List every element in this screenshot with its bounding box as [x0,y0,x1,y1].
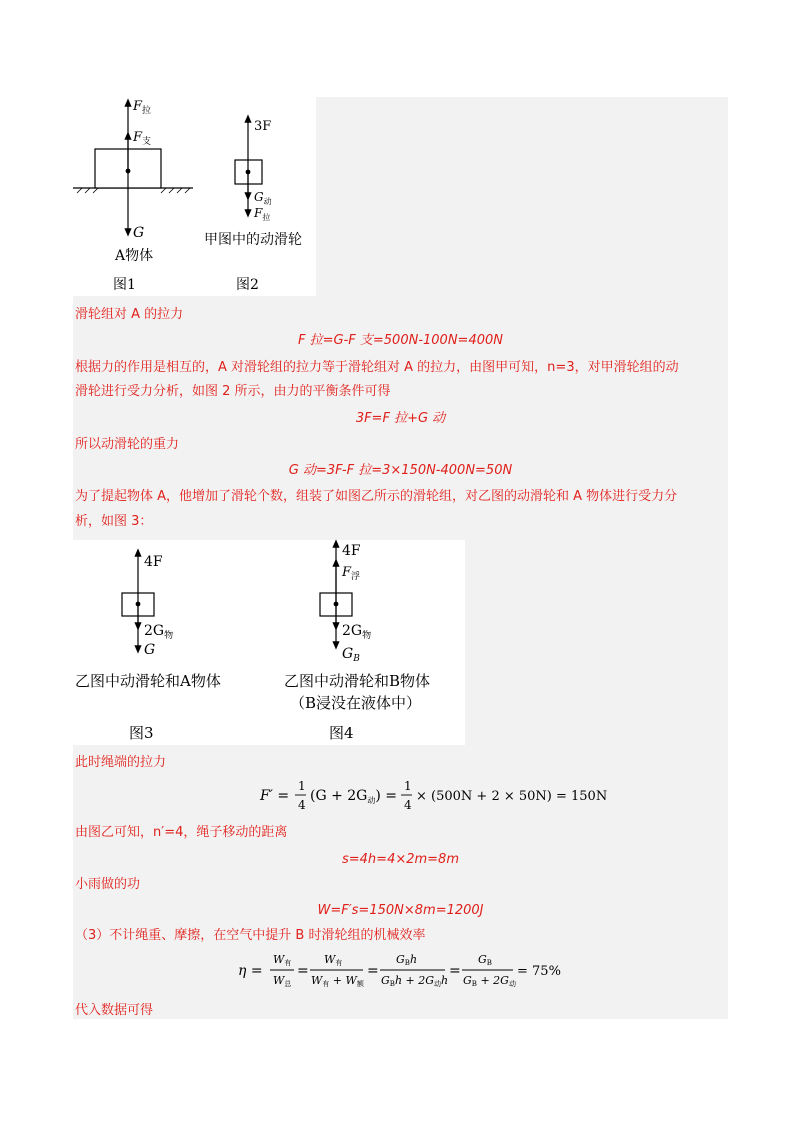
svg-text:4: 4 [404,798,412,812]
text-line-6: 所以动滑轮的重力 [75,437,180,452]
f-zhi-label: $F_支$ [133,130,152,147]
text-line-5: 3F=F 拉+G 动 [355,411,446,426]
svg-text:=: = [449,963,461,979]
svg-text:W有: W有 [324,953,343,967]
text-line-15: （3）不计绳重、摩擦，在空气中提升 B 时滑轮组的机械效率 [75,928,426,943]
equation-efficiency [238,948,568,992]
three-f-label: 3F [254,119,272,134]
svg-text:W总: W总 [273,974,292,988]
fig4-label: 乙图中动滑轮和B物体 [284,672,431,690]
svg-text:F′ =: F′ = [260,788,290,804]
fig3-caption: 图3 [129,724,154,742]
f-fu-label: $F_浮$ [342,565,361,582]
svg-text:GB + 2G动: GB + 2G动 [463,974,516,988]
pulley-label: 甲图中的动滑轮 [204,232,302,248]
figure-3-4 [73,540,465,745]
text-line-16: 代入数据可得 [75,1003,154,1018]
svg-text:GB: GB [478,953,492,967]
text-line-9: 析，如图 3： [75,514,153,529]
svg-text:GBh: GBh [396,953,418,967]
text-line-8: 为了提起物体 A，他增加了滑轮个数，组装了如图乙所示的滑轮组，对乙图的动滑轮和 A 物体进行受力分 [75,489,678,504]
g-a-label: G [144,642,156,658]
svg-text:=: = [367,963,379,979]
g-dong-label: $G_动$ [254,190,272,206]
fig2-caption: 图2 [236,277,259,293]
svg-text:W有: W有 [273,953,292,967]
text-line-14: W=F′s=150N×8m=1200J [317,903,484,918]
fig3-label: 乙图中动滑轮和A物体 [75,672,221,690]
text-line-7: G 动=3F-F 拉=3×150N-400N=50N [288,463,513,478]
text-line-11: 由图乙可知，n′=4，绳子移动的距离 [75,825,288,840]
text-line-13: 小雨做的功 [75,877,141,892]
two-g-wu-label: $2G_物$ [144,623,174,641]
svg-text:GBh + 2G动h: GBh + 2G动h [381,974,449,988]
object-a-label: A物体 [115,248,154,264]
figure-1-2 [73,97,316,296]
g-b-label: $G_B$ [342,646,360,664]
text-line-10: 此时绳端的拉力 [75,755,167,770]
svg-text:=: = [297,963,309,979]
f-la-label: $F_拉$ [133,99,152,116]
svg-text:× (500N + 2 × 50N) = 150N: × (500N + 2 × 50N) = 150N [416,789,608,804]
svg-text:4: 4 [298,798,306,812]
text-line-4: 滑轮进行受力分析，如图 2 所示，由力的平衡条件可得 [75,384,391,399]
g-label: G [133,225,145,241]
equation-tension [260,776,608,816]
fig4-label-b: （B浸没在液体中） [290,694,422,712]
svg-text:= 75%: = 75% [517,964,561,979]
text-line-1: 滑轮组对 A 的拉力 [75,307,184,322]
fig1-caption: 图1 [113,277,136,293]
text-line-2: F 拉=G-F 支=500N-100N=400N [298,333,503,348]
svg-text:1: 1 [404,779,412,793]
four-f-b-label: 4F [342,543,361,559]
f-la2-label: $F_拉$ [254,206,271,222]
svg-text:1: 1 [298,779,306,793]
fig4-caption: 图4 [329,724,354,742]
svg-text:η =: η = [238,963,263,979]
text-line-12: s=4h=4×2m=8m [342,852,459,867]
text-line-3: 根据力的作用是相互的，A 对滑轮组的拉力等于滑轮组对 A 的拉力，由图甲可知，n=3，对甲滑轮组的动 [75,360,679,375]
two-g-wu-b-label: $2G_物$ [342,623,372,641]
svg-text:W有 + W额: W有 + W额 [311,974,364,988]
svg-text:(G + 2G动) =: $(G + 2G_动)$ = [310,788,398,805]
four-f-label: 4F [144,554,163,570]
